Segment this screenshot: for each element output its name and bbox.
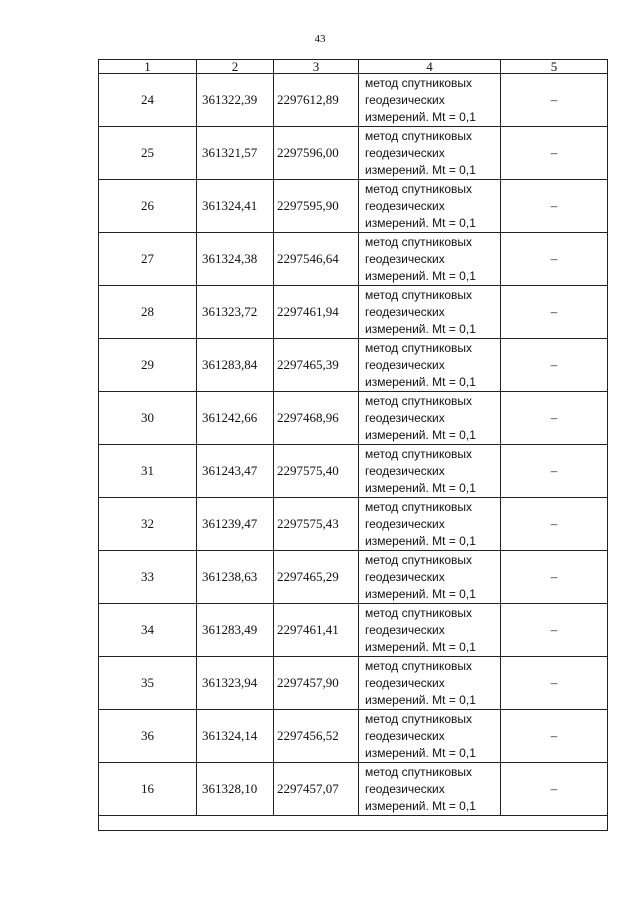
table-row: [99, 657, 608, 710]
table-row: [99, 604, 608, 657]
table-row: [99, 74, 608, 127]
column-header-4: 4: [359, 60, 501, 74]
method-cell: [359, 127, 501, 180]
coordinate-y: 2297612,89: [274, 74, 359, 127]
method-text-line: измерений. Mt = 0,1: [365, 321, 476, 336]
method-text-line: измерений. Mt = 0,1: [365, 480, 476, 495]
method-text-line: геодезических: [365, 463, 445, 478]
page-number: 43: [314, 33, 326, 45]
method-cell: [359, 498, 501, 551]
point-number: 24: [99, 74, 197, 127]
point-number: 27: [99, 233, 197, 286]
coordinate-x: 361238,63: [197, 551, 274, 604]
coordinate-y: 2297595,90: [274, 180, 359, 233]
coordinate-y: 2297457,90: [274, 657, 359, 710]
table-row: [99, 763, 608, 816]
coordinate-y: 2297465,29: [274, 551, 359, 604]
coordinate-y: 2297468,96: [274, 392, 359, 445]
table-row: [99, 445, 608, 498]
method-text-line: метод спутниковых: [365, 340, 473, 355]
column-header-1: 1: [99, 60, 197, 74]
method-cell: [359, 233, 501, 286]
table-row: [99, 339, 608, 392]
method-text-line: геодезических: [365, 781, 445, 796]
point-number: 29: [99, 339, 197, 392]
column-5-value: –: [501, 392, 608, 445]
point-number: 35: [99, 657, 197, 710]
method-text-line: геодезических: [365, 357, 445, 372]
method-cell: [359, 286, 501, 339]
method-text-line: измерений. Mt = 0,1: [365, 162, 476, 177]
column-5-value: –: [501, 498, 608, 551]
method-text-line: геодезических: [365, 569, 445, 584]
header-row: [99, 60, 608, 74]
column-5-value: –: [501, 710, 608, 763]
method-text-line: геодезических: [365, 728, 445, 743]
method-text-line: измерений. Mt = 0,1: [365, 745, 476, 760]
coordinate-y: 2297575,40: [274, 445, 359, 498]
column-5-value: –: [501, 604, 608, 657]
coordinate-x: 361324,14: [197, 710, 274, 763]
point-number: 34: [99, 604, 197, 657]
method-text-line: метод спутниковых: [365, 234, 473, 249]
method-text-line: геодезических: [365, 198, 445, 213]
point-number: 36: [99, 710, 197, 763]
point-number: 33: [99, 551, 197, 604]
point-number: 25: [99, 127, 197, 180]
method-cell: [359, 339, 501, 392]
method-text-line: измерений. Mt = 0,1: [365, 374, 476, 389]
method-cell: [359, 392, 501, 445]
method-text-line: метод спутниковых: [365, 658, 473, 673]
column-5-value: –: [501, 551, 608, 604]
coordinate-x: 361322,39: [197, 74, 274, 127]
column-5-value: –: [501, 127, 608, 180]
table-row: [99, 286, 608, 339]
coordinate-x: 361283,49: [197, 604, 274, 657]
method-text-line: метод спутниковых: [365, 446, 473, 461]
column-5-value: –: [501, 445, 608, 498]
method-text-line: геодезических: [365, 516, 445, 531]
method-text-line: метод спутниковых: [365, 128, 473, 143]
method-text-line: метод спутниковых: [365, 393, 473, 408]
method-text-line: метод спутниковых: [365, 711, 473, 726]
coordinate-x: 361324,41: [197, 180, 274, 233]
method-cell: [359, 180, 501, 233]
method-text-line: геодезических: [365, 251, 445, 266]
coordinate-x: 361243,47: [197, 445, 274, 498]
method-text-line: геодезических: [365, 145, 445, 160]
method-text-line: метод спутниковых: [365, 75, 473, 90]
point-number: 31: [99, 445, 197, 498]
coordinate-x: 361323,72: [197, 286, 274, 339]
method-cell: [359, 763, 501, 816]
table-row: [99, 551, 608, 604]
method-text-line: геодезических: [365, 304, 445, 319]
column-5-value: –: [501, 339, 608, 392]
method-text-line: геодезических: [365, 622, 445, 637]
coordinate-x: 361323,94: [197, 657, 274, 710]
empty-cell: [99, 816, 608, 831]
coordinate-y: 2297456,52: [274, 710, 359, 763]
coordinate-y: 2297457,07: [274, 763, 359, 816]
coordinate-x: 361328,10: [197, 763, 274, 816]
coordinate-x: 361283,84: [197, 339, 274, 392]
coordinate-x: 361239,47: [197, 498, 274, 551]
method-text-line: измерений. Mt = 0,1: [365, 586, 476, 601]
method-cell: [359, 445, 501, 498]
table-row: [99, 127, 608, 180]
method-text-line: метод спутниковых: [365, 499, 473, 514]
point-number: 28: [99, 286, 197, 339]
column-5-value: –: [501, 74, 608, 127]
table-row: [99, 392, 608, 445]
method-text-line: измерений. Mt = 0,1: [365, 215, 476, 230]
column-header-2: 2: [197, 60, 274, 74]
method-text-line: измерений. Mt = 0,1: [365, 268, 476, 283]
method-text-line: измерений. Mt = 0,1: [365, 533, 476, 548]
coordinate-x: 361324,38: [197, 233, 274, 286]
table-body: [99, 74, 608, 831]
table-row: [99, 498, 608, 551]
table-row: [99, 180, 608, 233]
column-5-value: –: [501, 657, 608, 710]
method-text-line: измерений. Mt = 0,1: [365, 639, 476, 654]
column-header-5: 5: [501, 60, 608, 74]
point-number: 26: [99, 180, 197, 233]
column-header-3: 3: [274, 60, 359, 74]
method-cell: [359, 551, 501, 604]
method-text-line: метод спутниковых: [365, 764, 473, 779]
coordinate-y: 2297546,64: [274, 233, 359, 286]
method-text-line: метод спутниковых: [365, 287, 473, 302]
coordinate-y: 2297575,43: [274, 498, 359, 551]
method-text-line: измерений. Mt = 0,1: [365, 692, 476, 707]
column-5-value: –: [501, 233, 608, 286]
coordinate-x: 361242,66: [197, 392, 274, 445]
table-row: [99, 233, 608, 286]
coordinate-y: 2297461,41: [274, 604, 359, 657]
column-5-value: –: [501, 763, 608, 816]
method-text-line: измерений. Mt = 0,1: [365, 109, 476, 124]
method-cell: [359, 74, 501, 127]
method-cell: [359, 604, 501, 657]
point-number: 16: [99, 763, 197, 816]
method-text-line: метод спутниковых: [365, 552, 473, 567]
coordinate-y: 2297465,39: [274, 339, 359, 392]
method-text-line: геодезических: [365, 410, 445, 425]
method-text-line: измерений. Mt = 0,1: [365, 798, 476, 813]
coordinate-y: 2297461,94: [274, 286, 359, 339]
empty-row: [99, 816, 608, 831]
coordinate-y: 2297596,00: [274, 127, 359, 180]
method-text-line: метод спутниковых: [365, 605, 473, 620]
method-text-line: метод спутниковых: [365, 181, 473, 196]
table-row: [99, 710, 608, 763]
method-text-line: геодезических: [365, 92, 445, 107]
column-5-value: –: [501, 180, 608, 233]
coordinates-table: [98, 59, 608, 831]
point-number: 32: [99, 498, 197, 551]
method-cell: [359, 710, 501, 763]
coordinate-x: 361321,57: [197, 127, 274, 180]
method-text-line: геодезических: [365, 675, 445, 690]
method-text-line: измерений. Mt = 0,1: [365, 427, 476, 442]
point-number: 30: [99, 392, 197, 445]
column-5-value: –: [501, 286, 608, 339]
method-cell: [359, 657, 501, 710]
